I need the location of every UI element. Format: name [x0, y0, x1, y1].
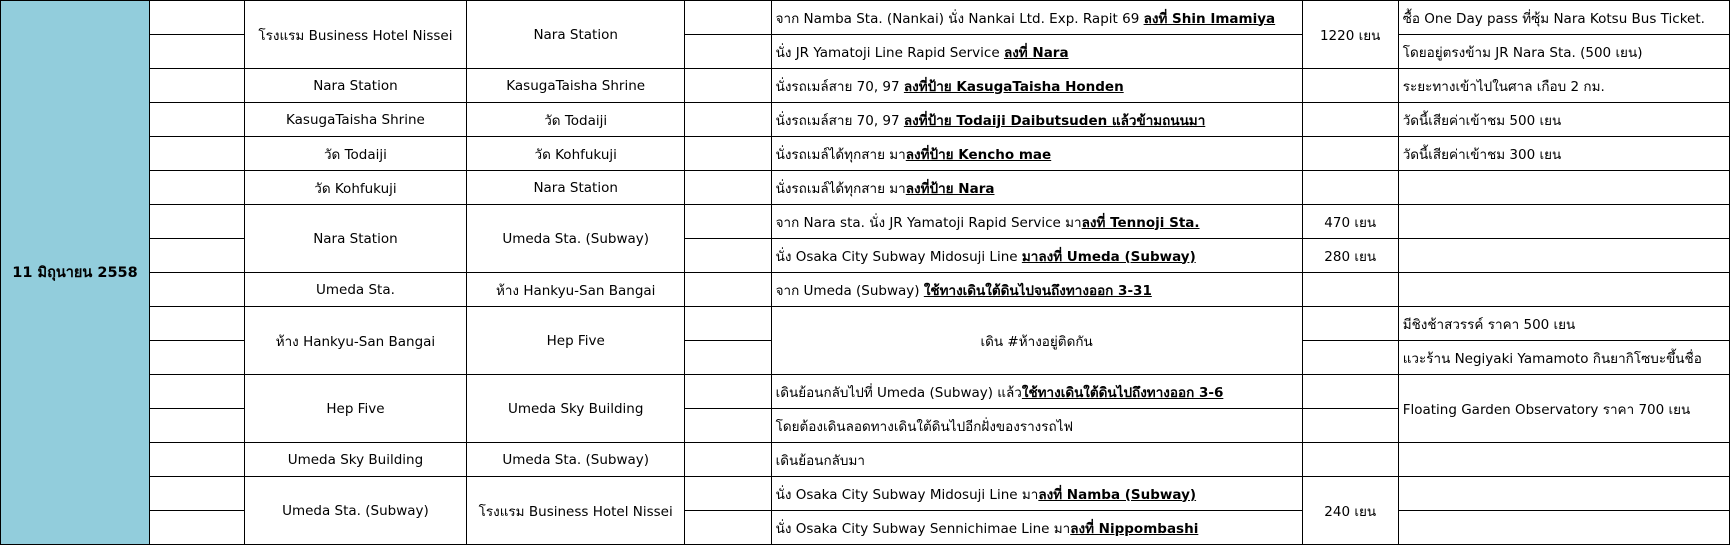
- empty-cell[interactable]: [150, 443, 245, 477]
- route-cell[interactable]: [771, 477, 1302, 511]
- price-cell[interactable]: [1302, 273, 1398, 307]
- empty-cell[interactable]: [685, 341, 771, 375]
- from-cell[interactable]: Nara Station: [244, 205, 466, 273]
- note-cell[interactable]: ระยะทางเข้าไปในศาล เกือบ 2 กม.: [1398, 69, 1729, 103]
- empty-cell[interactable]: [685, 205, 771, 239]
- empty-cell[interactable]: [685, 409, 771, 443]
- from-cell[interactable]: โรงแรม Business Hotel Nissei: [244, 1, 466, 69]
- route-stop: ลงที่ป้าย Nara: [905, 180, 995, 197]
- table-row: [1, 137, 1730, 171]
- from-cell[interactable]: Umeda Sta. (Subway): [244, 477, 466, 545]
- price-cell[interactable]: [1302, 103, 1398, 137]
- table-row: [1, 375, 1730, 409]
- table-row: [1, 273, 1730, 307]
- from-cell[interactable]: ห้าง Hankyu-San Bangai: [244, 307, 466, 375]
- route-cell[interactable]: [771, 35, 1302, 69]
- note-cell[interactable]: [1398, 477, 1729, 511]
- note-cell[interactable]: [1398, 511, 1729, 545]
- route-cell[interactable]: [771, 273, 1302, 307]
- route-cell[interactable]: [771, 137, 1302, 171]
- price-cell[interactable]: [1302, 137, 1398, 171]
- empty-cell[interactable]: [150, 375, 245, 409]
- route-stop: ลงที่ป้าย Kencho mae: [905, 146, 1052, 163]
- empty-cell[interactable]: [150, 511, 245, 545]
- empty-cell[interactable]: [150, 409, 245, 443]
- empty-cell[interactable]: [685, 35, 771, 69]
- note-cell[interactable]: มีชิงช้าสวรรค์ ราคา 500 เยน: [1398, 307, 1729, 341]
- note-cell[interactable]: [1398, 273, 1729, 307]
- note-cell[interactable]: วัดนี้เสียค่าเข้าชม 300 เยน: [1398, 137, 1729, 171]
- to-cell[interactable]: KasugaTaisha Shrine: [466, 69, 685, 103]
- empty-cell[interactable]: [150, 103, 245, 137]
- route-text: นั่งรถเมล์ได้ทุกสาย มา: [775, 146, 906, 163]
- from-cell[interactable]: วัด Kohfukuji: [244, 171, 466, 205]
- route-stop: ใช้ทางเดินใต้ดินไปถึงทางออก 3-6: [1021, 384, 1224, 401]
- table-row: [1, 69, 1730, 103]
- route-text: นั่ง Osaka City Subway Midosuji Line มา: [775, 486, 1039, 503]
- note-cell[interactable]: [1398, 443, 1729, 477]
- note-cell[interactable]: [1398, 205, 1729, 239]
- to-cell[interactable]: Umeda Sta. (Subway): [466, 443, 685, 477]
- empty-cell[interactable]: [150, 137, 245, 171]
- empty-cell[interactable]: [685, 171, 771, 205]
- empty-cell[interactable]: [150, 35, 245, 69]
- empty-cell[interactable]: [685, 69, 771, 103]
- note-cell[interactable]: แวะร้าน Negiyaki Yamamoto กินยากิโซบะขึ้นชื่อ: [1398, 341, 1729, 375]
- route-stop: ลงที่ป้าย Todaiji Daibutsuden แล้วข้ามถนนมา: [903, 112, 1206, 129]
- empty-cell[interactable]: [685, 239, 771, 273]
- route-text: นั่งรถเมล์สาย 70, 97: [775, 112, 904, 129]
- price-cell[interactable]: 1220 เยน: [1302, 1, 1398, 69]
- route-cell[interactable]: [771, 171, 1302, 205]
- empty-cell[interactable]: [150, 477, 245, 511]
- route-stop: ลงที่ Tennoji Sta.: [1081, 214, 1200, 231]
- table-row: [1, 205, 1730, 239]
- to-cell[interactable]: Umeda Sky Building: [466, 375, 685, 443]
- route-text: โดยต้องเดินลอดทางเดินใต้ดินไปอีกฝั่งของรางรถไฟ: [775, 418, 1074, 435]
- empty-cell[interactable]: [150, 307, 245, 341]
- note-cell[interactable]: โดยอยู่ตรงข้าม JR Nara Sta. (500 เยน): [1398, 35, 1729, 69]
- to-cell[interactable]: ห้าง Hankyu-San Bangai: [466, 273, 685, 307]
- table-row: [1, 307, 1730, 341]
- empty-cell[interactable]: [685, 477, 771, 511]
- route-cell[interactable]: [771, 239, 1302, 273]
- route-cell[interactable]: [771, 409, 1302, 443]
- empty-cell[interactable]: [150, 239, 245, 273]
- to-cell[interactable]: วัด Todaiji: [466, 103, 685, 137]
- empty-cell[interactable]: [685, 443, 771, 477]
- route-text: นั่ง Osaka City Subway Sennichimae Line มา: [775, 520, 1071, 537]
- note-cell[interactable]: [1398, 239, 1729, 273]
- price-cell[interactable]: [1302, 171, 1398, 205]
- route-cell[interactable]: [771, 375, 1302, 409]
- route-cell[interactable]: [771, 1, 1302, 35]
- table-row: [1, 477, 1730, 511]
- to-cell[interactable]: Umeda Sta. (Subway): [466, 205, 685, 273]
- route-text: จาก Namba Sta. (Nankai) นั่ง Nankai Ltd. Exp. Rapit 69: [775, 10, 1144, 27]
- price-cell[interactable]: 470 เยน: [1302, 205, 1398, 239]
- route-text: นั่ง Osaka City Subway Midosuji Line: [775, 248, 1022, 265]
- note-cell[interactable]: Floating Garden Observatory ราคา 700 เยน: [1398, 375, 1729, 443]
- route-cell[interactable]: [771, 443, 1302, 477]
- from-cell[interactable]: KasugaTaisha Shrine: [244, 103, 466, 137]
- route-text: เดินย้อนกลับมา: [775, 452, 865, 469]
- from-cell[interactable]: Umeda Sta.: [244, 273, 466, 307]
- price-cell[interactable]: 240 เยน: [1302, 477, 1398, 545]
- table-row: [1, 443, 1730, 477]
- note-cell[interactable]: วัดนี้เสียค่าเข้าชม 500 เยน: [1398, 103, 1729, 137]
- route-stop: ใช้ทางเดินใต้ดินไปจนถึงทางออก 3-31: [923, 282, 1152, 299]
- route-stop: ลงที่ Nara: [1003, 44, 1069, 61]
- route-stop: ลงที่ป้าย KasugaTaisha Honden: [903, 78, 1124, 95]
- price-cell[interactable]: 280 เยน: [1302, 239, 1398, 273]
- to-cell[interactable]: วัด Kohfukuji: [466, 137, 685, 171]
- route-stop: ลงที่ Nippombashi: [1070, 520, 1199, 537]
- route-stop: ลงที่ Namba (Subway): [1038, 486, 1197, 503]
- from-cell[interactable]: วัด Todaiji: [244, 137, 466, 171]
- empty-cell[interactable]: [685, 137, 771, 171]
- price-cell[interactable]: [1302, 307, 1398, 341]
- route-text: นั่งรถเมล์สาย 70, 97: [775, 78, 904, 95]
- route-cell[interactable]: [771, 205, 1302, 239]
- to-cell[interactable]: Nara Station: [466, 1, 685, 69]
- from-cell[interactable]: Umeda Sky Building: [244, 443, 466, 477]
- route-stop: ลงที่ Shin Imamiya: [1143, 10, 1276, 27]
- empty-cell[interactable]: [685, 1, 771, 35]
- to-cell[interactable]: โรงแรม Business Hotel Nissei: [466, 477, 685, 545]
- to-cell[interactable]: Hep Five: [466, 307, 685, 375]
- empty-cell[interactable]: [685, 103, 771, 137]
- empty-cell[interactable]: [150, 273, 245, 307]
- route-cell[interactable]: [771, 511, 1302, 545]
- empty-cell[interactable]: [150, 1, 245, 35]
- empty-cell[interactable]: [685, 307, 771, 341]
- empty-cell[interactable]: [150, 205, 245, 239]
- price-cell[interactable]: [1302, 375, 1398, 409]
- empty-cell[interactable]: [150, 171, 245, 205]
- route-text: นั่งรถเมล์ได้ทุกสาย มา: [775, 180, 906, 197]
- route-text: จาก Nara sta. นั่ง JR Yamatoji Rapid Service มา: [775, 214, 1082, 231]
- empty-cell[interactable]: [685, 511, 771, 545]
- table-row: [1, 103, 1730, 137]
- to-cell[interactable]: Nara Station: [466, 171, 685, 205]
- from-cell[interactable]: Nara Station: [244, 69, 466, 103]
- from-cell[interactable]: Hep Five: [244, 375, 466, 443]
- route-text: จาก Umeda (Subway): [775, 282, 924, 299]
- price-cell[interactable]: [1302, 409, 1398, 443]
- table-row: [1, 171, 1730, 205]
- route-text: เดินย้อนกลับไปที่ Umeda (Subway) แล้ว: [775, 384, 1022, 401]
- note-cell[interactable]: ซื้อ One Day pass ที่ซุ้ม Nara Kotsu Bus Ticket.: [1398, 1, 1729, 35]
- route-cell[interactable]: [771, 103, 1302, 137]
- price-cell[interactable]: [1302, 341, 1398, 375]
- date-cell[interactable]: 11 มิถุนายน 2558: [1, 1, 150, 545]
- note-cell[interactable]: [1398, 171, 1729, 205]
- route-stop: มาลงที่ Umeda (Subway): [1021, 248, 1196, 265]
- empty-cell[interactable]: [150, 341, 245, 375]
- empty-cell[interactable]: [685, 273, 771, 307]
- table-row: [1, 1, 1730, 35]
- price-cell[interactable]: [1302, 69, 1398, 103]
- route-cell[interactable]: [771, 69, 1302, 103]
- empty-cell[interactable]: [150, 69, 245, 103]
- empty-cell[interactable]: [685, 375, 771, 409]
- route-cell[interactable]: เดิน #ห้างอยู่ติดกัน: [771, 307, 1302, 375]
- price-cell[interactable]: [1302, 443, 1398, 477]
- route-text: นั่ง JR Yamatoji Line Rapid Service: [775, 44, 1004, 61]
